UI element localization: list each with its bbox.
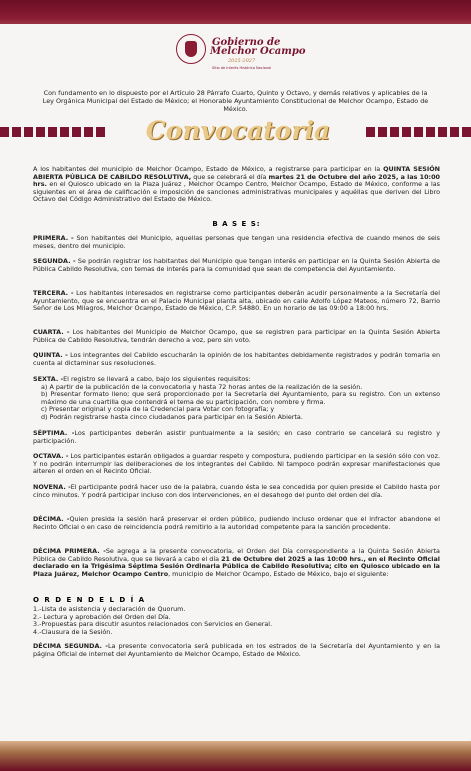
base-sexta [33,376,440,421]
orden-del-dia-list [33,606,440,636]
cuarta-label: CUARTA. - [33,328,70,336]
decima-label: DÉCIMA. - [33,515,70,523]
decima-segunda-label: DÉCIMA SEGUNDA. - [33,642,108,650]
orden-del-dia-heading: O R D E N D E L D Í A [33,596,146,604]
opening-text-c: que se celebrará el día [191,172,269,181]
orden-item: 4.-Clausura de la Sesión. [33,627,113,636]
tercera-text: Los habitantes interesados en registrarse como participantes deberán acudir personalmente a la Secretaría del Ayuntamiento, que se encuentra en el Palacio Municipal planta alta, ubicado en calle Adolfo López Mateos, número 72, Barrio Señor de Los Milagros, Melchor Ocampo, Estado de México, C.P. 54880. En un horario de las 09:00 a 18:00 hrs. [33,289,440,312]
decima-primera-text-c: , municipio de Melchor Ocampo, Estado de México, bajo el siguiente: [168,569,389,578]
sexta-item-a: a) A partir de la publicación de la convocatoria y hasta 72 horas antes de la realización de la sesión. [41,382,363,391]
base-octava [33,453,440,476]
logo-tagline: Sitio de Interés Histórico Nacional [212,66,272,70]
orden-item: 1.-Lista de asistencia y declaración de Quorum. [33,605,186,613]
segunda-label: SEGUNDA. - [33,257,76,265]
primera-text: Son habitantes del Municipio, aquellas personas que tengan una residencia efectiva de cuando menos de seis meses, dentro del municipio. [33,234,441,250]
base-segunda [33,258,440,273]
octava-text: Los participantes estarán obligados a guardar respeto y compostura, pudiendo participar en la sesión sólo con voz. Y no podrán interrumpir las deliberaciones de los integrantes del Cabildo. Ni tampoco podrán expresar manifestaciones que alteren el orden en el Recinto Oficial. [33,452,440,475]
octava-label: OCTAVA. - [33,452,69,460]
sexta-text: El registro se llevará a cabo, bajo los siguientes requisitos: [63,375,251,383]
decima-primera-text-a: Se agrega a la presente convocatoria, el Orden del Día correspondiente a la Quinta Sesión Abierta Pública de Cabildo Resolutiva, que se llevará a cabo el día [33,547,440,563]
sexta-item-c: c) Presentar original y copia de la Credencial para Votar con fotografía; y [41,405,275,413]
convocatoria-banner [0,116,471,146]
decima-segunda-text: La presente convocatoria será publicada en los estrados de la Secretaría del Ayuntamiento y en la página Oficial de internet del Ayuntamiento de Melchor Ocampo, Estado de México. [33,642,440,658]
novena-text: El participante podrá hacer uso de la palabra, cuando ésta le sea concedida por quien preside el Cabildo hasta por cinco minutos. Y podrá participar incluso con dos intervenciones, en el desahogo del punto del orden del día. [33,483,441,499]
decima-text: Quien presida la sesión hará preservar el orden público, pudiendo incluso ordenar que el infractor abandone el Recinto Oficial o en caso de reincidencia podrá remitirlo a la autoridad competente para la sanción procedente. [33,515,440,531]
decima-primera-text-b: 21 de Octubre del 2025 a las 10:00 hrs., en el Recinto Oficial declarado en la Trigésima Séptima Sesión Ordinaria Pública de Cabildo Resolutiva; cito en Quiosco ubicado en la Plaza Juárez, Melchor Ocampo Centro [33,554,440,578]
municipal-logo [176,34,306,74]
segunda-text: Se podrán registrar los habitantes del Municipio que tengan interés en participar en la Quinta Sesión Abierta de Pública Cabildo Resolutiva, con temas de interés para la comunidad que sean de competencia del Ayuntamiento. [33,257,440,273]
decima-primera-label: DÉCIMA PRIMERA. - [33,547,106,555]
septima-label: SÉPTIMA. - [33,429,75,437]
sexta-label: SEXTA. - [33,375,64,383]
sexta-item-b: b) Presentar formato lleno; que será proporcionado por la Secretaría del Ayuntamiento, para su registro. Con un extenso máximo de una cuartilla que contendrá el tema de su participación, con nombre y firma. [41,390,440,406]
base-primera [33,235,440,250]
orden-item: 2.- Lectura y aprobación del Orden del Día. [33,612,171,621]
opening-text-d: martes 21 de Octubre del año 2025, a las 10:00 hrs. [33,172,441,188]
coat-of-arms-icon [176,34,206,64]
septima-text: Los participantes deberán asistir puntualmente a la sesión; en caso contrario se cancelará su registro y participación. [33,429,440,445]
base-novena [33,484,440,499]
primera-label: PRIMERA. - [33,234,74,242]
tercera-label: TERCERA. - [33,289,74,297]
logo-line-1: Gobierno de [212,37,281,48]
bases-heading: B A S E S: [212,220,261,228]
opening-paragraph [33,166,440,204]
opening-text-a: A los habitantes del municipio de Melchor Ocampo, Estado de México, a registrarse para participar en la [33,165,384,173]
banner-stripes-left [0,127,108,137]
bottom-band [0,741,471,771]
banner-title: Convocatoria [145,116,331,145]
base-septima [33,430,440,445]
logo-years: 2025-2027 [228,58,256,64]
base-tercera [33,290,440,313]
opening-text-b: QUINTA SESIÓN ABIERTA PÚBLICA DE CABILDO RESOLUTIVA, [33,165,440,181]
cuarta-text: Los habitantes del Municipio de Melchor Ocampo, que se registren para participar en la Quinta Sesión Abierta Pública de Cabildo Resolutiva, tendrán derecho a voz, pero sin voto. [33,328,440,344]
sexta-item-d: d) Podrán registrarse hasta cinco ciudadanos para participar en la Sesión Abierta. [41,412,303,421]
opening-text-e: en el Quiosco ubicado en la Plaza Juárez , Melchor Ocampo Centro, Melchor Ocampo, Estado de México, conforme a las siguientes en el área de calificación e imposición de sanciones administrativas municipales y aquéllas que deriven del Libro Octavo del Código Administrativo del Estado de México. [33,180,440,203]
base-decima-primera [33,548,440,578]
base-cuarta [33,329,440,344]
novena-label: NOVENA. - [33,483,71,491]
orden-item: 3.-Propuestas para discutir asuntos relacionados con Servicios en General. [33,620,273,628]
banner-stripes-right [366,127,471,137]
base-decima-segunda [33,643,440,658]
quinta-text: Los integrantes del Cabildo escucharán la opinión de los habitantes debidamente registrados y podrán tomarla en cuenta al dictaminar sus resoluciones. [33,351,440,367]
quinta-label: QUINTA. - [33,351,68,359]
logo-line-2: Melchor Ocampo [210,46,306,57]
intro-paragraph: Con fundamento en lo dispuesto por el Artículo 28 Párrafo Cuarto, Quinto y Octavo, y demás relativos y aplicables de la Ley Orgánica Municipal del Estado de México; el Honorable Ayuntamiento Constitucional de Melchor Ocampo, Estado de México. [42,89,429,113]
base-decima [33,516,440,531]
base-quinta [33,352,440,367]
